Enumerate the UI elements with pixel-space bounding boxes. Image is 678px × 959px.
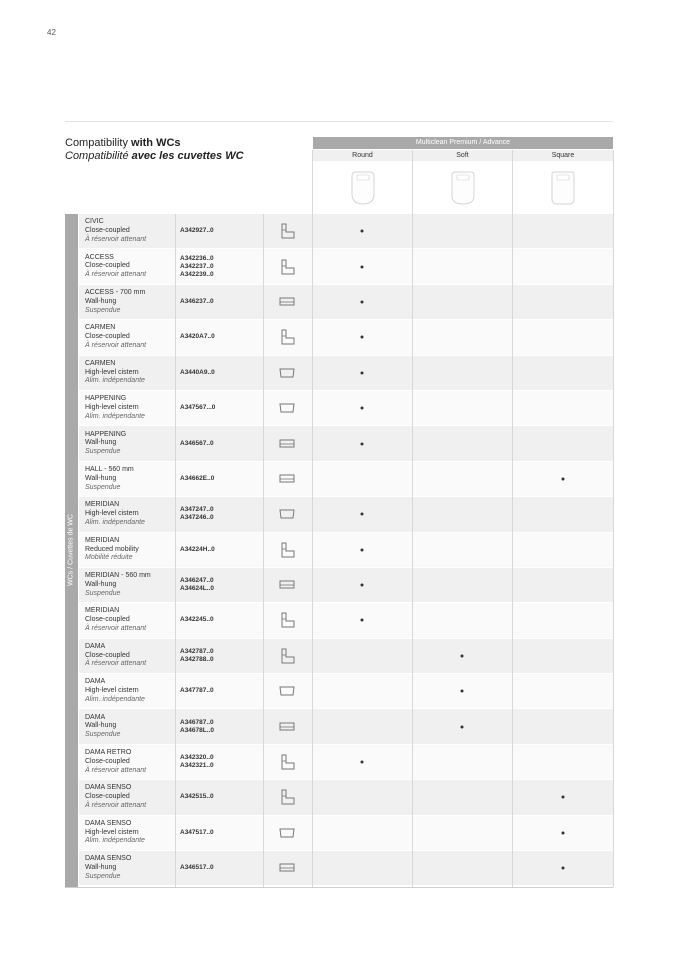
model-description bbox=[85, 713, 120, 739]
product-code: A342787..0 bbox=[180, 647, 214, 655]
compatibility-mark bbox=[562, 477, 565, 480]
product-code: A34662E..0 bbox=[180, 474, 215, 482]
model-name: DAMA bbox=[85, 642, 106, 650]
model-type-en: Close-coupled bbox=[85, 616, 130, 624]
model-type-fr: Alim. indépendante bbox=[85, 412, 145, 420]
product-code: A342320..0 bbox=[180, 754, 214, 762]
table-row bbox=[79, 603, 613, 638]
compatibility-mark bbox=[361, 265, 364, 268]
bottom-divider bbox=[65, 887, 613, 888]
model-name: DAMA bbox=[85, 678, 106, 686]
product-code: A346787..0 bbox=[180, 718, 214, 726]
high-level-wc-icon bbox=[277, 399, 297, 417]
model-type-en: Wall-hung bbox=[85, 722, 117, 730]
product-codes bbox=[180, 687, 214, 695]
toilet-seat-square-icon bbox=[550, 170, 576, 206]
model-type-fr: Suspendue bbox=[85, 483, 121, 491]
compatibility-mark bbox=[361, 584, 364, 587]
model-type-fr: Alim. indépendante bbox=[85, 377, 145, 385]
product-codes bbox=[180, 577, 214, 593]
page-title bbox=[65, 137, 244, 163]
table-row bbox=[79, 356, 613, 391]
compatibility-mark bbox=[361, 371, 364, 374]
compatibility-mark bbox=[361, 513, 364, 516]
seat-image-soft bbox=[413, 162, 512, 213]
model-name: DAMA SENSO bbox=[85, 819, 132, 827]
model-name: CARMEN bbox=[85, 324, 116, 332]
model-description bbox=[85, 749, 146, 775]
model-type-fr: À réservoir attenant bbox=[85, 624, 147, 632]
product-code: A342321..0 bbox=[180, 762, 214, 770]
wall-hung-wc-icon bbox=[277, 435, 297, 453]
product-codes bbox=[180, 475, 214, 483]
product-codes bbox=[180, 404, 215, 412]
table-row bbox=[79, 462, 613, 497]
column-divider bbox=[412, 150, 413, 887]
table-row bbox=[79, 391, 613, 426]
model-type-en: High-level cistern bbox=[85, 828, 139, 836]
model-type-fr: Suspendue bbox=[85, 447, 121, 455]
compatibility-mark bbox=[361, 336, 364, 339]
table-row bbox=[79, 497, 613, 532]
model-name: DAMA bbox=[85, 713, 106, 721]
toilet-seat-soft-icon bbox=[450, 170, 476, 206]
table-row bbox=[79, 639, 613, 674]
model-name: HALL - 560 mm bbox=[85, 465, 134, 473]
model-description bbox=[85, 820, 145, 846]
column-divider bbox=[613, 150, 614, 887]
compatibility-mark bbox=[361, 548, 364, 551]
model-description bbox=[85, 289, 145, 315]
high-level-wc-icon bbox=[277, 824, 297, 842]
model-description bbox=[85, 218, 146, 244]
close-coupled-wc-icon bbox=[277, 647, 297, 665]
product-code: A346567..0 bbox=[180, 439, 214, 447]
compatibility-mark bbox=[361, 761, 364, 764]
model-name: MERIDIAN bbox=[85, 501, 120, 509]
model-type-en: Wall-hung bbox=[85, 474, 117, 482]
table-row bbox=[79, 745, 613, 780]
product-codes bbox=[180, 440, 214, 448]
model-type-en: Wall-hung bbox=[85, 297, 117, 305]
model-type-fr: Suspendue bbox=[85, 589, 121, 597]
wall-hung-wc-icon bbox=[277, 470, 297, 488]
model-name: MERIDIAN - 560 mm bbox=[85, 571, 151, 579]
close-coupled-wc-icon bbox=[277, 328, 297, 346]
wall-hung-wc-icon bbox=[277, 293, 297, 311]
product-code: A342236..0 bbox=[180, 254, 214, 262]
column-header-soft: Soft bbox=[413, 150, 512, 161]
model-name: CIVIC bbox=[85, 217, 104, 225]
high-level-wc-icon bbox=[277, 364, 297, 382]
product-code: A346517..0 bbox=[180, 864, 214, 872]
product-codes bbox=[180, 506, 214, 522]
product-codes bbox=[180, 648, 214, 664]
table-row bbox=[79, 426, 613, 461]
model-description bbox=[85, 678, 145, 704]
table-row bbox=[79, 320, 613, 355]
table-row bbox=[79, 214, 613, 249]
product-codes bbox=[180, 864, 214, 872]
table-row bbox=[79, 674, 613, 709]
product-code: A347567...0 bbox=[180, 404, 216, 412]
model-type-en: Close-coupled bbox=[85, 332, 130, 340]
compatibility-mark bbox=[361, 619, 364, 622]
model-description bbox=[85, 324, 146, 350]
column-divider bbox=[263, 214, 264, 887]
product-codes bbox=[180, 616, 214, 624]
product-code: A342237..0 bbox=[180, 262, 214, 270]
title-fr-bold: avec les cuvettes WC bbox=[131, 150, 244, 162]
model-description bbox=[85, 572, 151, 598]
product-code: A342927..0 bbox=[180, 227, 214, 235]
model-type-fr: Suspendue bbox=[85, 872, 121, 880]
page-number: 42 bbox=[47, 28, 56, 37]
product-code: A34224H..0 bbox=[180, 545, 215, 553]
table-row bbox=[79, 285, 613, 320]
model-type-en: Close-coupled bbox=[85, 262, 130, 270]
model-description bbox=[85, 784, 146, 810]
title-en-bold: with WCs bbox=[131, 137, 181, 149]
model-type-en: Close-coupled bbox=[85, 651, 130, 659]
close-coupled-wc-icon bbox=[277, 222, 297, 240]
compatibility-table bbox=[79, 214, 613, 886]
product-codes bbox=[180, 227, 214, 235]
model-type-fr: Alim. indépendante bbox=[85, 518, 145, 526]
model-description bbox=[85, 607, 146, 633]
model-type-en: Wall-hung bbox=[85, 580, 117, 588]
model-name: HAPPENING bbox=[85, 430, 127, 438]
product-codes bbox=[180, 793, 214, 801]
model-type-en: High-level cistern bbox=[85, 509, 139, 517]
model-type-en: Reduced mobility bbox=[85, 545, 139, 553]
product-code: A347246..0 bbox=[180, 514, 214, 522]
wall-hung-wc-icon bbox=[277, 859, 297, 877]
model-description bbox=[85, 395, 145, 421]
column-header-square: Square bbox=[513, 150, 613, 161]
column-divider bbox=[175, 214, 176, 887]
model-type-en: High-level cistern bbox=[85, 403, 139, 411]
product-code: A347247..0 bbox=[180, 506, 214, 514]
product-code: A342239..0 bbox=[180, 270, 214, 278]
model-type-en: High-level cistern bbox=[85, 368, 139, 376]
compatibility-mark bbox=[562, 867, 565, 870]
close-coupled-wc-icon bbox=[277, 611, 297, 629]
compatibility-mark bbox=[361, 300, 364, 303]
product-codes bbox=[180, 333, 215, 341]
title-en-prefix: Compatibility bbox=[65, 137, 132, 149]
model-description bbox=[85, 501, 145, 527]
compatibility-mark bbox=[461, 654, 464, 657]
toilet-seat-round-icon bbox=[350, 170, 376, 206]
model-type-fr: À réservoir attenant bbox=[85, 270, 147, 278]
table-row bbox=[79, 709, 613, 744]
model-type-en: Close-coupled bbox=[85, 793, 130, 801]
model-description bbox=[85, 253, 146, 279]
model-type-en: Wall-hung bbox=[85, 863, 117, 871]
product-code: A34624L..0 bbox=[180, 585, 214, 593]
high-level-wc-icon bbox=[277, 505, 297, 523]
product-code: A34678L..0 bbox=[180, 726, 214, 734]
column-header-round: Round bbox=[313, 150, 412, 161]
product-codes bbox=[180, 546, 215, 554]
title-fr-prefix: Compatibilité bbox=[65, 150, 132, 162]
close-coupled-wc-icon bbox=[277, 753, 297, 771]
compatibility-mark bbox=[361, 230, 364, 233]
model-type-fr: À réservoir attenant bbox=[85, 341, 147, 349]
product-codes bbox=[180, 829, 214, 837]
side-label: WCs / Cuvettes de WC bbox=[67, 514, 75, 586]
table-row bbox=[79, 780, 613, 815]
model-name: HAPPENING bbox=[85, 394, 127, 402]
column-divider bbox=[512, 150, 513, 887]
model-description bbox=[85, 430, 126, 456]
model-type-en: Wall-hung bbox=[85, 439, 117, 447]
product-code: A3420A7..0 bbox=[180, 333, 215, 341]
model-name: DAMA SENSO bbox=[85, 784, 132, 792]
seat-image-square bbox=[513, 162, 613, 213]
model-name: MERIDIAN bbox=[85, 536, 120, 544]
compatibility-mark bbox=[361, 407, 364, 410]
model-type-fr: Suspendue bbox=[85, 731, 121, 739]
model-type-fr: À réservoir attenant bbox=[85, 801, 147, 809]
product-codes bbox=[180, 298, 214, 306]
product-codes bbox=[180, 719, 214, 735]
model-type-fr: Alim. indépendante bbox=[85, 695, 145, 703]
wall-hung-wc-icon bbox=[277, 576, 297, 594]
model-type-fr: Suspendue bbox=[85, 306, 121, 314]
table-row bbox=[79, 533, 613, 568]
product-codes bbox=[180, 255, 214, 279]
table-row bbox=[79, 568, 613, 603]
model-description bbox=[85, 855, 131, 881]
table-row bbox=[79, 816, 613, 851]
close-coupled-wc-icon bbox=[277, 541, 297, 559]
product-code: A346247..0 bbox=[180, 577, 214, 585]
product-code: A342245..0 bbox=[180, 616, 214, 624]
product-code: A347517..0 bbox=[180, 828, 214, 836]
product-code: A342515..0 bbox=[180, 793, 214, 801]
model-type-en: High-level cistern bbox=[85, 686, 139, 694]
product-code: A346237..0 bbox=[180, 297, 214, 305]
model-type-fr: Alim. indépendante bbox=[85, 837, 145, 845]
model-name: ACCESS - 700 mm bbox=[85, 288, 146, 296]
product-code: A3440A9..0 bbox=[180, 368, 215, 376]
close-coupled-wc-icon bbox=[277, 788, 297, 806]
high-level-wc-icon bbox=[277, 682, 297, 700]
model-name: DAMA RETRO bbox=[85, 748, 132, 756]
model-type-fr: À réservoir attenant bbox=[85, 660, 147, 668]
compatibility-mark bbox=[562, 831, 565, 834]
model-type-fr: Mobilité réduite bbox=[85, 554, 133, 562]
wall-hung-wc-icon bbox=[277, 718, 297, 736]
compatibility-mark bbox=[461, 690, 464, 693]
model-type-en: Close-coupled bbox=[85, 757, 130, 765]
model-description bbox=[85, 643, 146, 669]
product-codes bbox=[180, 369, 215, 377]
table-row bbox=[79, 851, 613, 886]
model-type-en: Close-coupled bbox=[85, 226, 130, 234]
product-code: A342788..0 bbox=[180, 655, 214, 663]
close-coupled-wc-icon bbox=[277, 258, 297, 276]
header-group: Multiclean Premium / Advance bbox=[313, 137, 613, 149]
model-type-fr: À réservoir attenant bbox=[85, 766, 147, 774]
model-description bbox=[85, 466, 134, 492]
model-name: DAMA SENSO bbox=[85, 855, 132, 863]
top-divider bbox=[65, 121, 613, 122]
model-name: ACCESS bbox=[85, 253, 114, 261]
model-name: MERIDIAN bbox=[85, 607, 120, 615]
model-type-fr: À réservoir attenant bbox=[85, 235, 147, 243]
model-description bbox=[85, 360, 145, 386]
table-row bbox=[79, 249, 613, 284]
model-name: CARMEN bbox=[85, 359, 116, 367]
seat-image-round bbox=[313, 162, 412, 213]
compatibility-mark bbox=[562, 796, 565, 799]
product-codes bbox=[180, 754, 214, 770]
compatibility-mark bbox=[361, 442, 364, 445]
column-divider bbox=[312, 150, 313, 887]
compatibility-mark bbox=[461, 725, 464, 728]
model-description bbox=[85, 537, 139, 563]
product-code: A347787..0 bbox=[180, 687, 214, 695]
